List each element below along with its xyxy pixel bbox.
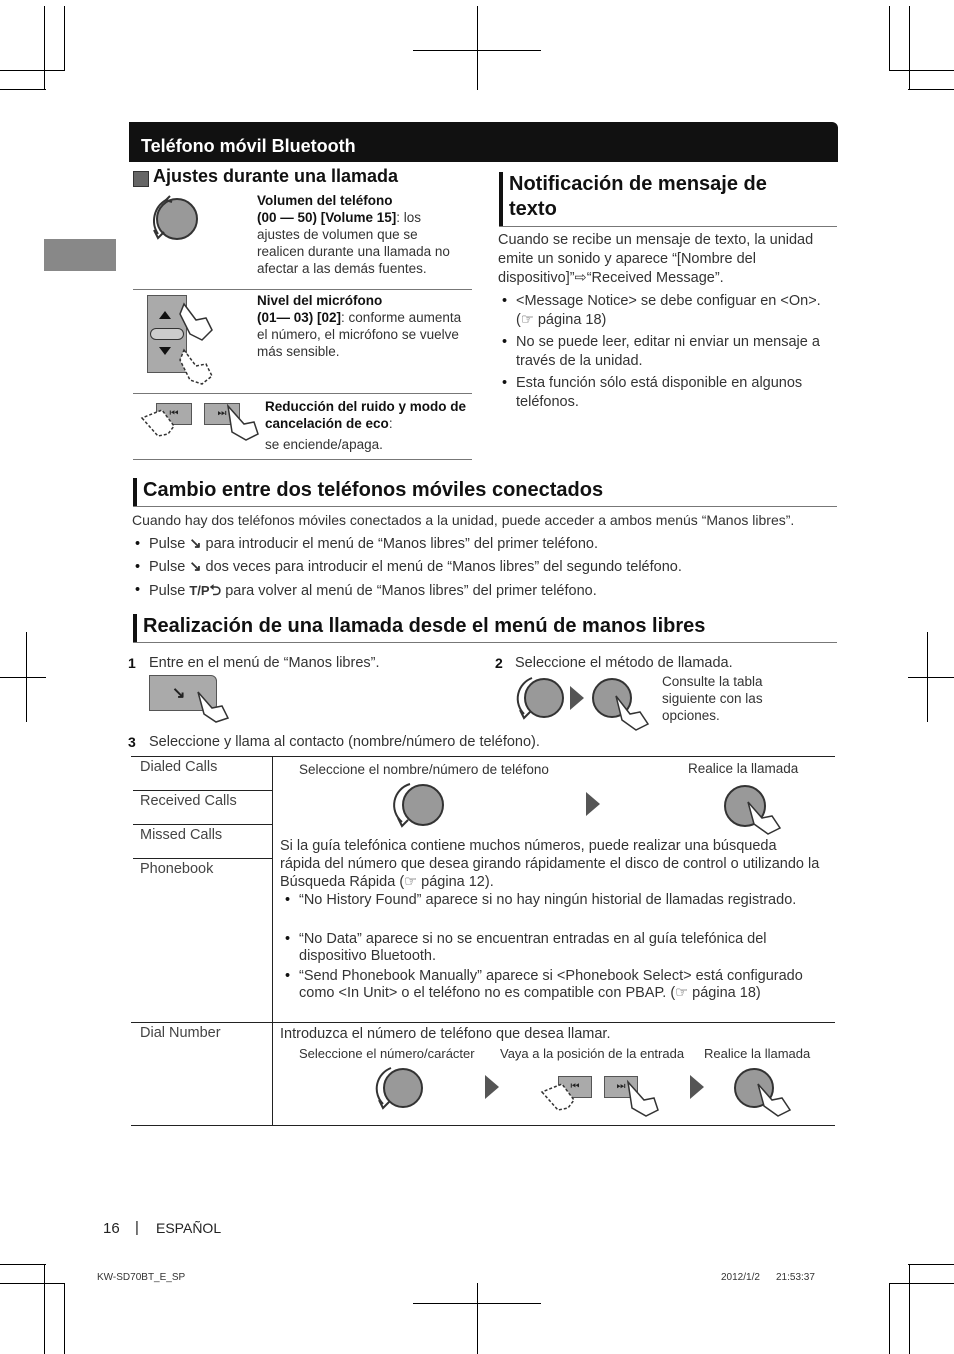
up-triangle-icon xyxy=(159,311,171,319)
arrow-right-icon xyxy=(570,686,584,710)
step3-text: Seleccione y llama al contacto (nombre/número de teléfono). xyxy=(149,734,540,750)
divider xyxy=(133,459,472,460)
cambio-b3: para volver al menú de “Manos libres” del primer teléfono. xyxy=(225,583,597,599)
square-icon xyxy=(133,171,149,187)
step-number: 1 xyxy=(128,655,136,671)
ajustes-title: Ajustes durante una llamada xyxy=(153,166,399,186)
notificacion-body: Cuando se recibe un mensaje de texto, la unidad emite un sonido y aparece “[Nombre del dispositivo]”⇨“Received Message”. xyxy=(498,232,814,286)
crop-mark xyxy=(908,677,954,678)
footer-date: 2012/1/2 xyxy=(721,1272,760,1283)
crop-mark xyxy=(477,6,478,90)
pulse-label: Pulse xyxy=(149,559,186,575)
rotate-arrows-icon xyxy=(144,190,208,246)
mic-body: : conforme aumenta el número, el micrófono se vuelve más sensible. xyxy=(257,310,462,359)
press-hand-icon xyxy=(534,1074,664,1120)
footer-language: ESPAÑOL xyxy=(156,1220,222,1236)
footer-time: 21:53:37 xyxy=(776,1272,815,1283)
select-name-label: Seleccione el nombre/número de teléfono xyxy=(299,762,549,777)
crop-mark xyxy=(44,1264,45,1354)
table-row-label: Received Calls xyxy=(140,793,237,809)
dial-select-label: Seleccione el número/carácter xyxy=(299,1046,475,1061)
footer-separator: | xyxy=(135,1219,139,1236)
mic-text xyxy=(257,292,467,360)
section-header xyxy=(129,122,838,162)
notificacion-bullet: • Esta función sólo está disponible en algunos teléfonos. xyxy=(516,374,836,412)
table-row-label: Dialed Calls xyxy=(140,759,218,775)
table-bullet: • “No Data” aparece si no se encuentran entradas en al guía telefónica del dispositivo Bluetooth. xyxy=(299,931,819,965)
table-rule xyxy=(133,858,272,859)
step2-note: Consulte la tabla siguiente con las opciones. xyxy=(662,674,763,723)
step-number: 2 xyxy=(495,655,503,671)
heading-rule xyxy=(499,226,837,227)
press-hand-icon xyxy=(612,692,654,732)
vol-text xyxy=(257,192,467,277)
notificacion-bullet: • <Message Notice> se debe configuar en <On>. (☞ página 18) xyxy=(516,292,836,330)
crop-mark xyxy=(26,632,27,722)
press-hand-icon xyxy=(134,398,264,444)
realizacion-title: Realización de una llamada desde el menú de manos libres xyxy=(143,615,706,637)
crop-mark xyxy=(44,6,45,90)
crop-mark xyxy=(889,70,954,71)
cambio-bullet xyxy=(149,535,598,554)
dial-move-label: Vaya a la posición de la entrada xyxy=(500,1046,685,1061)
arrow-right-icon xyxy=(485,1075,499,1099)
vol-body: : los ajustes de volumen que se realicen durante una llamada no afectar a las demás fuentes. xyxy=(257,210,450,276)
crop-mark xyxy=(909,1264,910,1354)
page-number: 16 xyxy=(103,1220,120,1237)
down-triangle-icon xyxy=(159,347,171,355)
noise-body: se enciende/apaga. xyxy=(265,437,383,452)
crop-mark xyxy=(909,6,910,90)
cambio-title: Cambio entre dos teléfonos móviles conectados xyxy=(143,479,604,501)
rotate-arrows-icon xyxy=(390,778,420,830)
dial-call-label: Realice la llamada xyxy=(704,1046,811,1061)
rotate-arrows-icon xyxy=(371,1062,401,1112)
footer-model: KW-SD70BT_E_SP xyxy=(97,1272,186,1283)
noise-text xyxy=(265,398,471,453)
crop-mark xyxy=(477,1283,478,1354)
heading-rule xyxy=(133,506,837,507)
crop-mark xyxy=(0,1283,64,1284)
crop-mark xyxy=(0,1264,46,1265)
skip-back-icon: ⏮ xyxy=(156,403,192,425)
pulse-label: Pulse xyxy=(149,583,186,599)
cambio-bullet xyxy=(149,558,682,577)
section-tab xyxy=(44,239,116,271)
table-row-label: Dial Number xyxy=(140,1025,221,1041)
cambio-intro: Cuando hay dos teléfonos móviles conectados a la unidad, puede acceder a ambos menús “Manos libres”. xyxy=(132,512,795,528)
crop-mark xyxy=(927,632,928,722)
press-hand-icon xyxy=(744,798,786,836)
crop-mark xyxy=(889,6,890,71)
noise-colon: : xyxy=(388,416,393,431)
cambio-b2: dos veces para introducir el menú de “Manos libres” del segundo teléfono. xyxy=(205,559,682,575)
mic-range: (01— 03) [02] xyxy=(257,310,342,325)
skip-forward-icon: ⏭ xyxy=(204,403,240,425)
crop-mark xyxy=(0,677,46,678)
table-bullet: • “No History Found” aparece si no hay ningún historial de llamadas registrado. xyxy=(299,892,819,909)
mic-title: Nivel del micrófono xyxy=(257,293,383,308)
tp-key: T/P xyxy=(189,583,210,598)
heading-bar xyxy=(133,478,137,506)
phone-handset-icon: ↘ xyxy=(172,685,186,702)
phone-handset-icon: ↘ xyxy=(189,536,202,552)
vol-title: Volumen del teléfono xyxy=(257,193,393,208)
table-bullet: • “Send Phonebook Manually” aparece si <Phonebook Select> está configurado como <In Unit> o el teléfono no es compatible con PBAP. (☞ página 18) xyxy=(299,968,819,1002)
table-rule xyxy=(133,790,272,791)
crop-mark xyxy=(64,6,65,71)
table-row-label: Missed Calls xyxy=(140,827,223,843)
skip-back-icon: ⏮ xyxy=(558,1076,592,1098)
rotate-arrows-icon xyxy=(512,672,542,722)
divider xyxy=(133,289,472,290)
cambio-b1: para introducir el menú de “Manos libres” del primer teléfono. xyxy=(205,536,598,552)
table-divider xyxy=(272,756,273,1125)
make-call-label: Realice la llamada xyxy=(688,761,799,776)
phonebook-paragraph: Si la guía telefónica contiene muchos números, puede realizar una búsqueda rápida del número que desea girando rápidamente el disco de control o utilizando la Búsqueda Rápida (☞ página 12). xyxy=(280,838,820,890)
crop-mark xyxy=(908,89,954,90)
step2-text: Seleccione el método de llamada. xyxy=(515,655,733,671)
notificacion-title: Notificación de mensaje de texto xyxy=(509,173,767,220)
press-hand-icon xyxy=(754,1080,796,1118)
crop-mark xyxy=(889,1283,890,1354)
phone-handset-icon: ↘ xyxy=(189,559,202,575)
heading-bar xyxy=(499,172,503,226)
crop-mark xyxy=(889,1283,954,1284)
section-title: Teléfono móvil Bluetooth xyxy=(141,136,356,156)
table-row-label: Phonebook xyxy=(140,861,214,877)
step-number: 3 xyxy=(128,734,136,750)
table-rule xyxy=(131,756,835,757)
step1-text: Entre en el menú de “Manos libres”. xyxy=(149,655,380,671)
vol-range: (00 — 50) [Volume 15] xyxy=(257,210,397,225)
table-rule xyxy=(133,824,272,825)
crop-mark xyxy=(0,89,46,90)
crop-mark xyxy=(908,1264,954,1265)
heading-rule xyxy=(133,642,837,643)
table-rule xyxy=(131,1022,835,1023)
divider xyxy=(133,393,472,394)
heading-bar xyxy=(133,614,137,642)
noise-title: Reducción del ruido y modo de cancelación de eco xyxy=(265,399,467,431)
notificacion-bullet: • No se puede leer, editar ni enviar un mensaje a través de la unidad. xyxy=(516,333,836,371)
arrow-right-icon xyxy=(586,792,600,816)
skip-forward-icon: ⏭ xyxy=(604,1076,638,1098)
return-icon: ⮌ xyxy=(209,583,222,599)
cambio-bullet xyxy=(149,581,597,601)
dial-intro: Introduzca el número de teléfono que desea llamar. xyxy=(280,1026,611,1042)
arrow-right-icon xyxy=(690,1075,704,1099)
pulse-label: Pulse xyxy=(149,536,186,552)
press-hand-icon xyxy=(176,300,216,386)
press-hand-icon xyxy=(194,688,234,724)
crop-mark xyxy=(64,1283,65,1354)
table-rule xyxy=(131,1125,835,1126)
crop-mark xyxy=(0,70,64,71)
